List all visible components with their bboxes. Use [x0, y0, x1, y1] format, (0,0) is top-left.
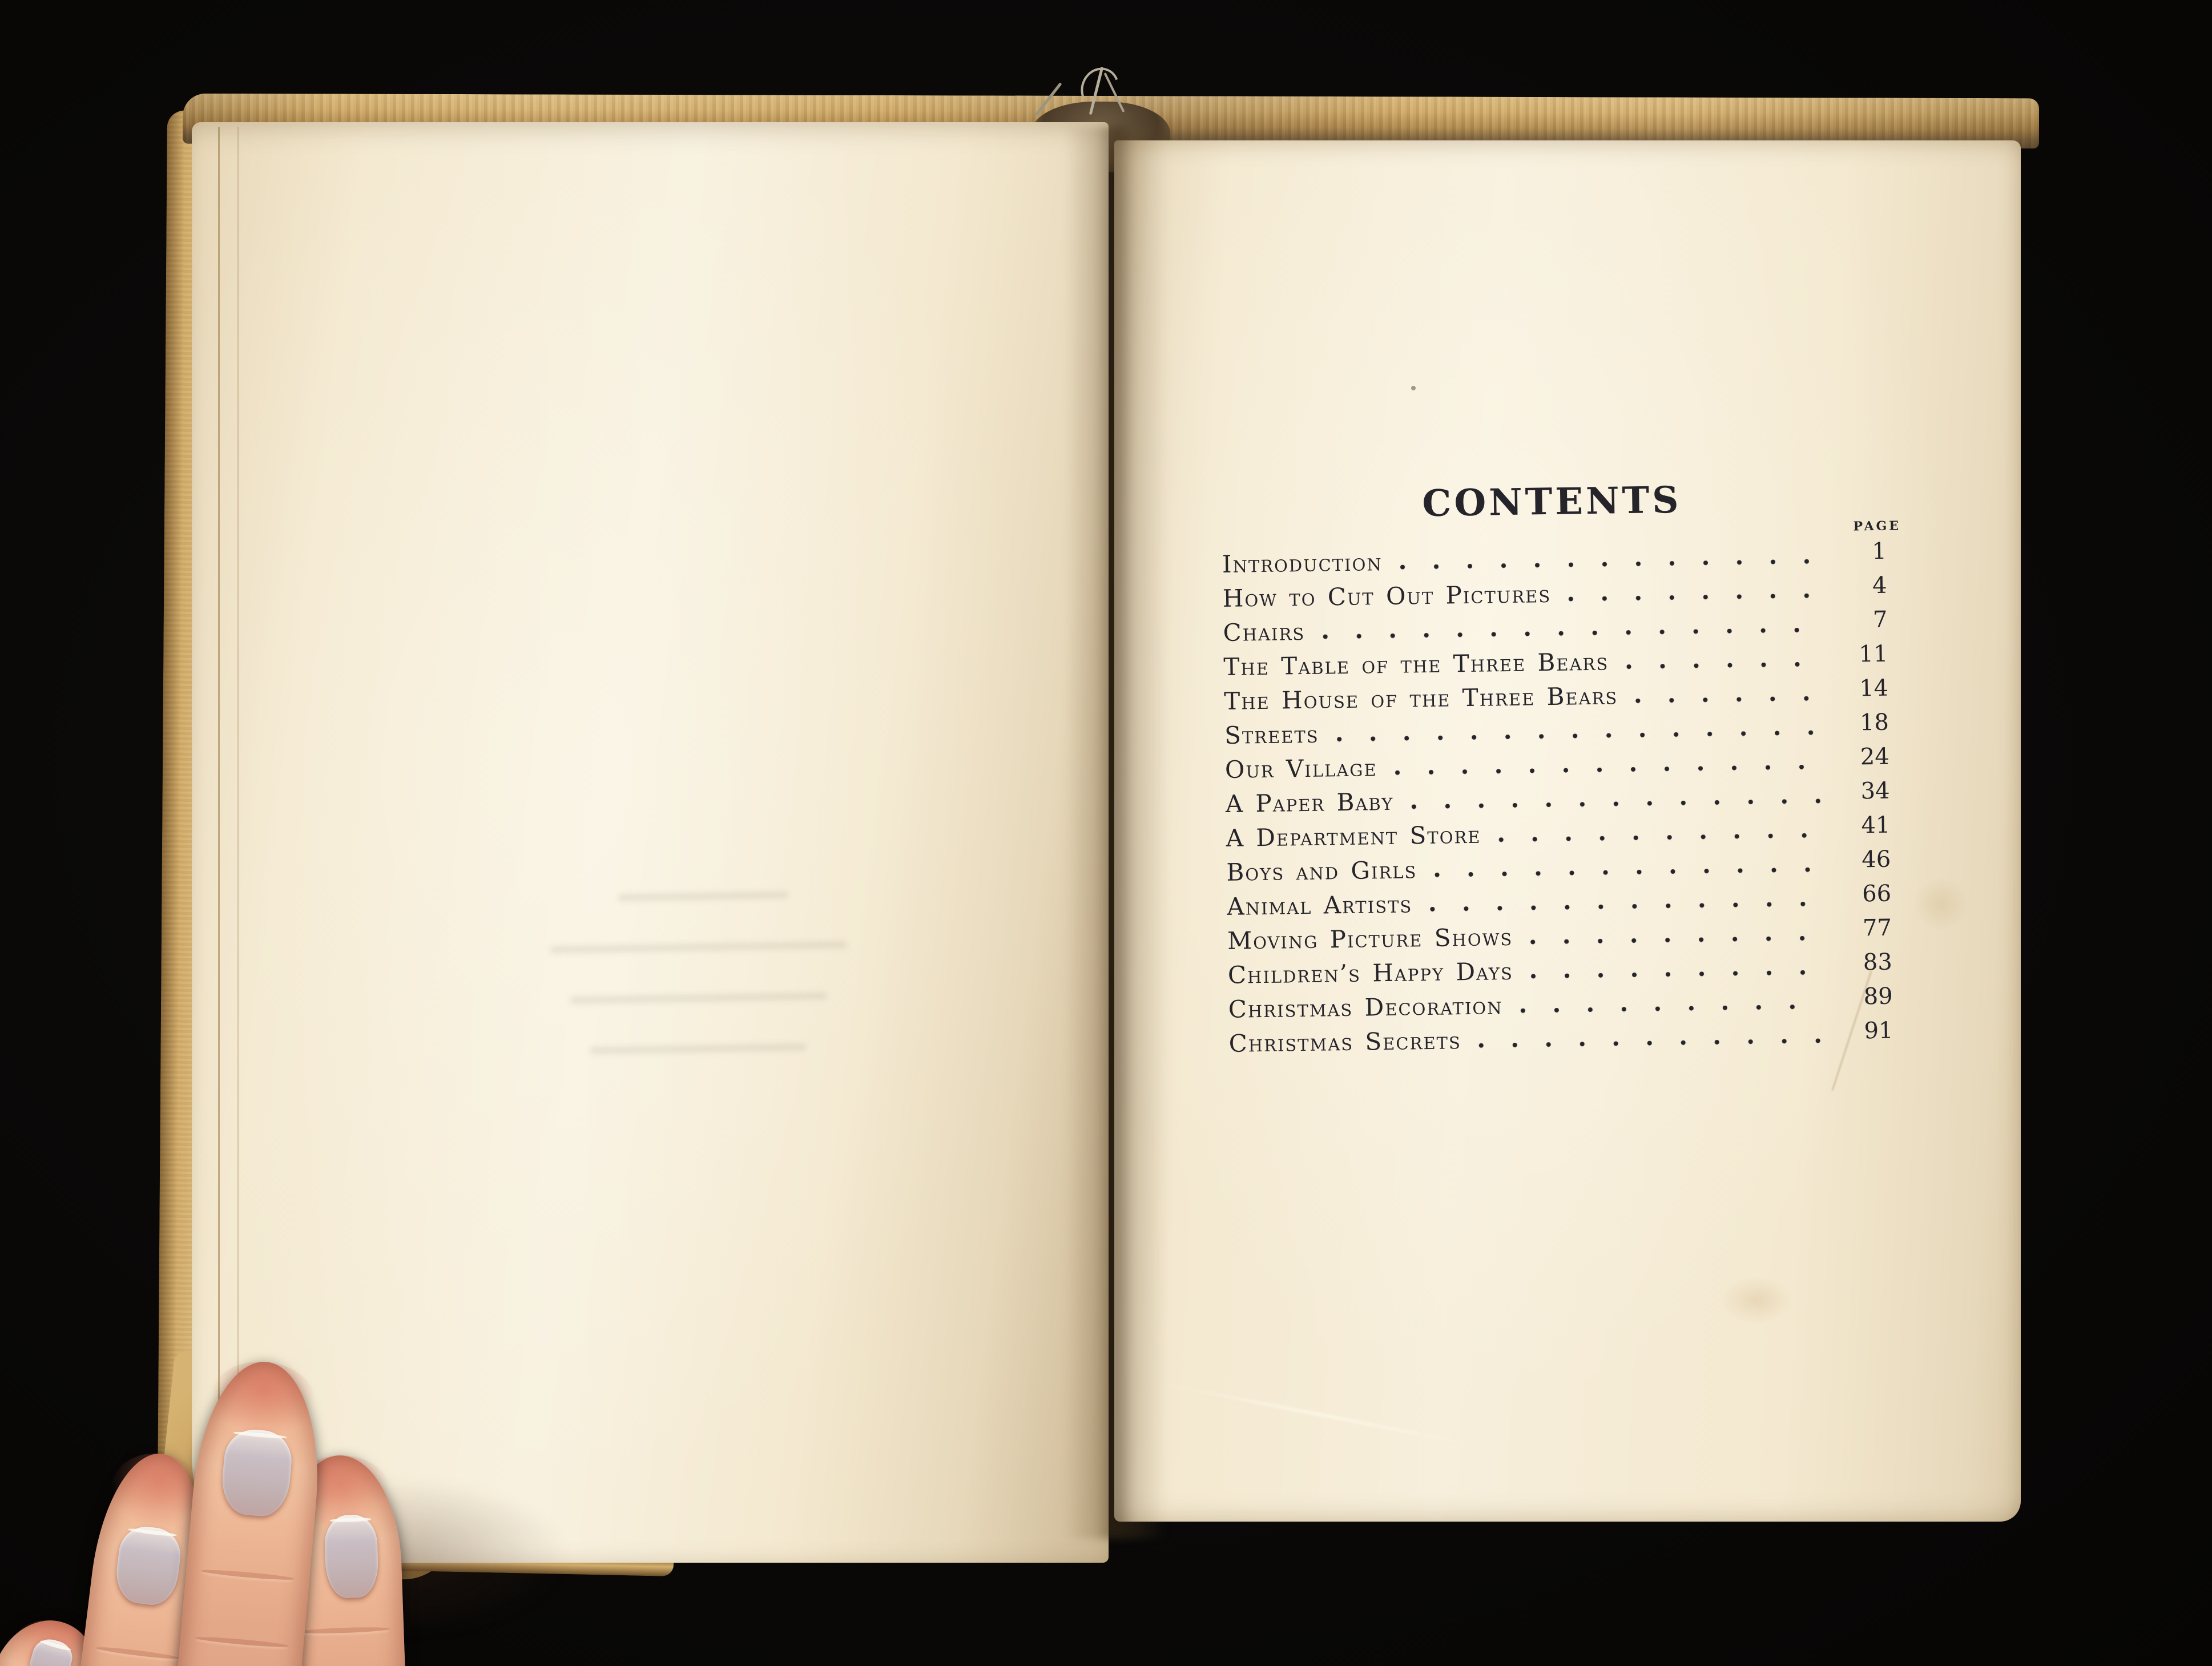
fingernail [25, 1635, 76, 1666]
dot-leader [1336, 730, 1820, 742]
toc-entry-page: 34 [1860, 777, 1890, 805]
toc-entry-page: 66 [1862, 880, 1892, 907]
toc-entry-page: 77 [1862, 914, 1892, 942]
page-edge-line [218, 127, 220, 1528]
toc-entry-label: Christmas Secrets [1228, 1026, 1462, 1058]
toc-entry-page: 11 [1859, 640, 1888, 668]
toc-entry-page: 7 [1872, 606, 1888, 634]
dot-leader [1498, 833, 1820, 842]
toc-entry-label: The House of the Three Bears [1223, 681, 1618, 715]
toc-entry-label: Streets [1224, 720, 1319, 749]
page-stain [1913, 877, 1968, 931]
toc-entry-page: 41 [1861, 812, 1891, 839]
toc-entry-label: A Department Store [1226, 820, 1481, 852]
dot-leader [1434, 867, 1821, 877]
toc-entry-page: 18 [1859, 709, 1889, 736]
toc-entry-label: Chairs [1223, 617, 1306, 647]
toc-entry-label: Introduction [1222, 548, 1383, 578]
table-of-contents [1183, 477, 1916, 1062]
toc-rows [1184, 538, 1916, 1062]
page-stain [1719, 1276, 1794, 1324]
dot-leader [1429, 901, 1822, 912]
dot-leader [1568, 593, 1818, 602]
knuckle-crease [300, 1627, 390, 1635]
toc-entry-label: A Paper Baby [1225, 787, 1394, 818]
toc-entry-page: 89 [1863, 983, 1893, 1010]
book-gutter-shadow [1065, 127, 1168, 1539]
fingernail [113, 1524, 184, 1608]
ghost-line [618, 891, 789, 901]
toc-entry-label: Children’s Happy Days [1227, 957, 1514, 989]
ghost-line [550, 941, 847, 954]
toc-entry-page: 46 [1862, 846, 1891, 873]
dot-leader [1322, 627, 1818, 639]
toc-entry-label: The Table of the Three Bears [1223, 647, 1609, 681]
toc-entry-page: 83 [1863, 949, 1893, 976]
page-edge-line [237, 127, 239, 1494]
left-page [192, 122, 1109, 1563]
knuckle-crease [195, 1636, 289, 1649]
page-crease [1163, 1383, 1477, 1447]
toc-entry-label: Our Village [1224, 753, 1377, 784]
dot-leader [1530, 970, 1823, 979]
dot-leader [1478, 1038, 1824, 1048]
toc-entry-page: 91 [1864, 1017, 1893, 1044]
toc-entry-label: Animal Artists [1226, 890, 1413, 921]
page-column-label: PAGE [1853, 518, 1901, 534]
page-fleck [1411, 386, 1416, 390]
dot-leader [1400, 559, 1817, 570]
contents-title: CONTENTS [1421, 478, 1682, 526]
dot-leader [1635, 696, 1819, 703]
toc-entry-page: 1 [1871, 538, 1887, 565]
fingernail [324, 1514, 380, 1599]
dot-leader [1530, 935, 1822, 945]
dot-leader [1411, 798, 1820, 809]
ghost-line [570, 992, 827, 1004]
knuckle-crease [96, 1645, 179, 1661]
fingernail [219, 1427, 294, 1519]
toc-entry-label: Boys and Girls [1226, 856, 1417, 886]
toc-entry-page: 24 [1860, 743, 1890, 771]
toc-entry-label: How to Cut Out Pictures [1222, 579, 1552, 612]
toc-entry-label: Moving Picture Shows [1227, 922, 1513, 955]
ghost-line [590, 1043, 807, 1055]
right-page [1114, 140, 2021, 1522]
knuckle-crease [201, 1568, 295, 1581]
ghost-text-showthrough [532, 890, 879, 1158]
dot-leader [1626, 661, 1818, 669]
dot-leader [1395, 764, 1820, 775]
dot-leader [1520, 1004, 1823, 1013]
toc-entry-label: Christmas Decoration [1228, 991, 1503, 1023]
toc-entry-page: 14 [1859, 675, 1889, 702]
toc-entry-page: 4 [1872, 572, 1887, 599]
